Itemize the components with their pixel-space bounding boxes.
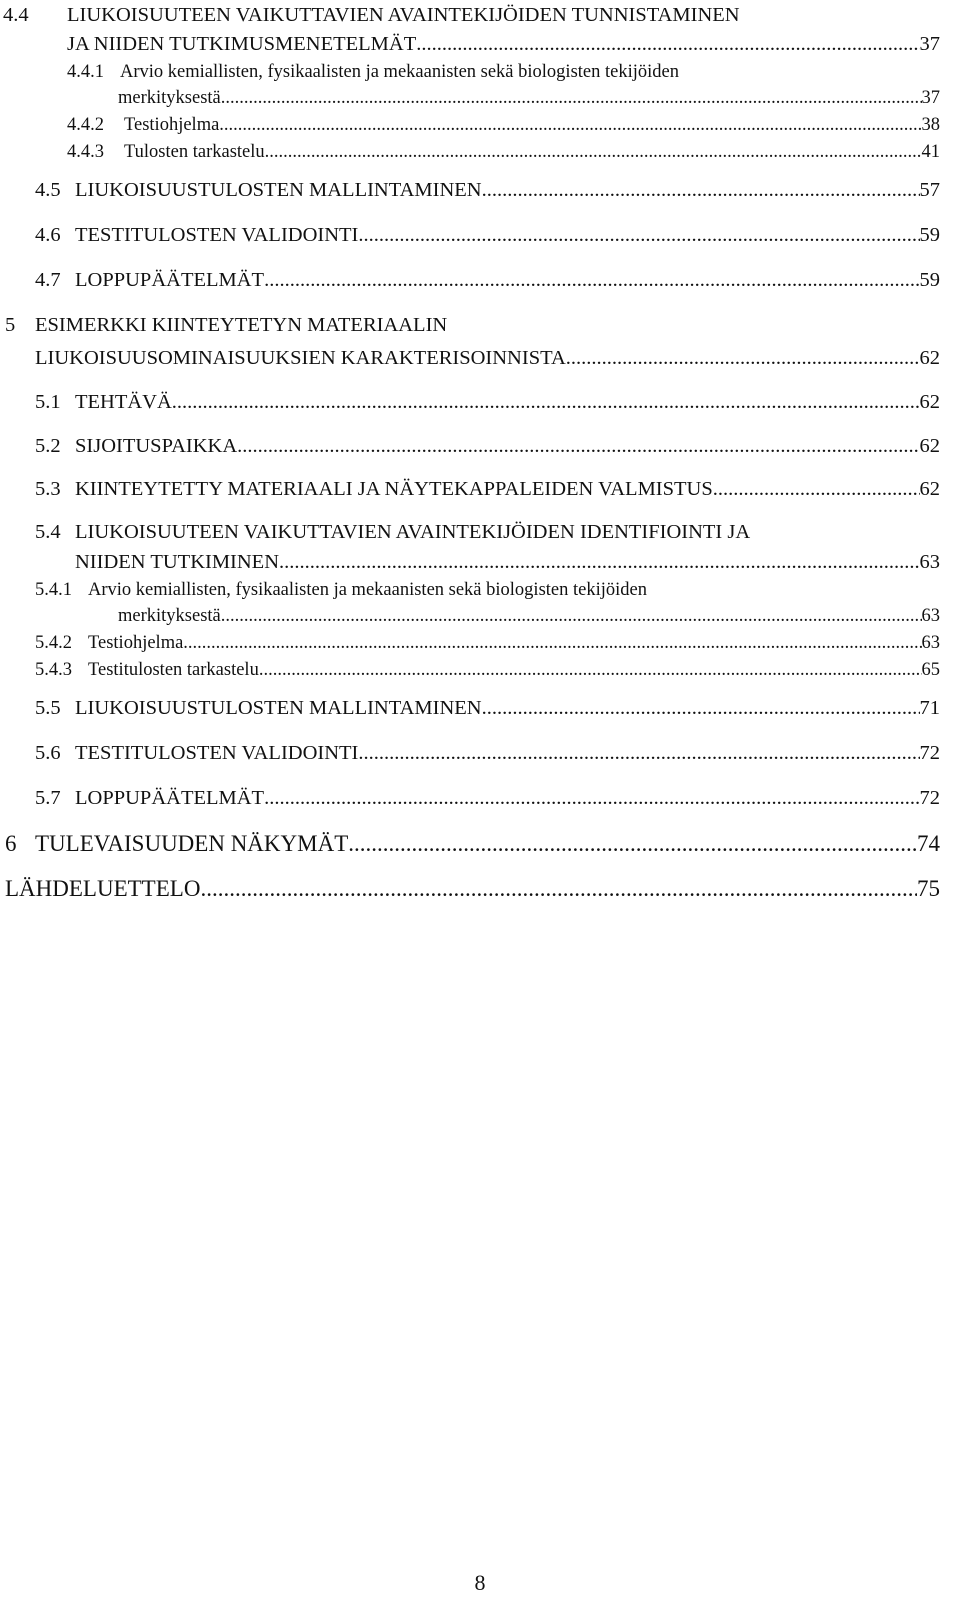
toc-leader <box>221 601 922 631</box>
toc-title: Tulosten tarkastelu <box>124 142 265 162</box>
toc-title: KIINTEYTETTY MATERIAALI JA NÄYTEKAPPALEIDEN VALMISTUS <box>75 478 713 500</box>
toc-leader <box>172 387 920 417</box>
toc-number: 4.5 <box>35 179 61 201</box>
toc-leader <box>713 474 920 504</box>
toc-page: 59 <box>919 224 940 246</box>
toc-page: 75 <box>917 876 940 901</box>
toc-leader <box>265 137 922 167</box>
toc-title-line1: LIUKOISUUTEEN VAIKUTTAVIEN AVAINTEKIJÖIDEN IDENTIFIOINTI JA <box>75 521 751 543</box>
toc-title: TESTITULOSTEN VALIDOINTI <box>75 742 359 764</box>
toc-page: 37 <box>919 33 940 55</box>
toc-page: 74 <box>917 831 940 856</box>
toc-leader <box>259 655 922 685</box>
toc-number: 5.1 <box>35 391 61 413</box>
toc-page: 72 <box>919 742 940 764</box>
toc-title: LOPPUPÄÄTELMÄT <box>75 269 265 291</box>
toc-title-line2: LIUKOISUUSOMINAISUUKSIEN KARAKTERISOINNISTA <box>35 347 566 369</box>
toc-title: Testitulosten tarkastelu <box>88 660 259 680</box>
toc-page: 59 <box>919 269 940 291</box>
toc-page: 62 <box>919 478 940 500</box>
toc-page: 63 <box>919 551 940 573</box>
toc-leader <box>237 431 919 461</box>
toc-page: 63 <box>921 633 940 653</box>
toc-title: LOPPUPÄÄTELMÄT <box>75 787 265 809</box>
toc-leader <box>358 738 919 768</box>
toc-title-line1: ESIMERKKI KIINTEYTETYN MATERIAALIN <box>35 314 448 336</box>
toc-number: 4.4 <box>3 4 29 26</box>
toc-number: 4.7 <box>35 269 61 291</box>
toc-leader <box>200 874 917 904</box>
toc-title: TEHTÄVÄ <box>75 391 172 413</box>
toc-page: 62 <box>919 347 940 369</box>
toc-leader <box>358 220 919 250</box>
toc-title: SIJOITUSPAIKKA <box>75 435 238 457</box>
toc-leader <box>482 175 920 205</box>
toc-number: 4.4.2 <box>67 115 104 135</box>
toc-number: 5.4.2 <box>35 633 72 653</box>
toc-leader <box>264 783 919 813</box>
toc-title: Testiohjelma <box>88 633 184 653</box>
toc-number: 5.7 <box>35 787 61 809</box>
toc-leader <box>482 693 920 723</box>
toc-number: 4.4.1 <box>67 62 104 82</box>
toc-page: 57 <box>919 179 940 201</box>
toc-page: 62 <box>919 435 940 457</box>
toc-number: 5.5 <box>35 697 61 719</box>
toc-page: 65 <box>921 660 940 680</box>
toc-number: 5.4.3 <box>35 660 72 680</box>
toc-title: LIUKOISUUSTULOSTEN MALLINTAMINEN <box>75 179 482 201</box>
toc-leader <box>348 829 917 859</box>
toc-number: 5.6 <box>35 742 61 764</box>
toc-leader <box>416 29 919 59</box>
toc-number: 5.3 <box>35 478 61 500</box>
toc-leader <box>566 343 920 373</box>
toc-title-line2: merkityksestä <box>118 88 221 108</box>
toc-number: 6 <box>5 831 17 856</box>
toc-page: 63 <box>921 606 940 626</box>
toc-title: LIUKOISUUSTULOSTEN MALLINTAMINEN <box>75 697 482 719</box>
toc-title-line1: LIUKOISUUTEEN VAIKUTTAVIEN AVAINTEKIJÖIDEN TUNNISTAMINEN <box>67 4 740 26</box>
toc-page: 71 <box>919 697 940 719</box>
toc-number: 5.4 <box>35 521 61 543</box>
toc-page: 37 <box>921 88 940 108</box>
toc-number: 5 <box>5 314 16 336</box>
toc-title-line2: JA NIIDEN TUTKIMUSMENETELMÄT <box>67 33 417 55</box>
toc-title-line2: merkityksestä <box>118 606 221 626</box>
toc-title: TULEVAISUUDEN NÄKYMÄT <box>35 831 349 856</box>
toc-page: 62 <box>919 391 940 413</box>
toc-page: 38 <box>921 115 940 135</box>
toc-leader <box>183 628 921 658</box>
toc-leader <box>219 110 921 140</box>
toc-page: 72 <box>919 787 940 809</box>
toc-title: LÄHDELUETTELO <box>5 876 201 901</box>
toc-leader <box>221 83 922 113</box>
toc-leader <box>264 265 919 295</box>
toc-title-line1: Arvio kemiallisten, fysikaalisten ja mekaanisten sekä biologisten tekijöiden <box>120 62 679 82</box>
toc-title: TESTITULOSTEN VALIDOINTI <box>75 224 359 246</box>
toc-page: 41 <box>921 142 940 162</box>
toc-title-line1: Arvio kemiallisten, fysikaalisten ja mekaanisten sekä biologisten tekijöiden <box>88 580 647 600</box>
toc-number: 4.4.3 <box>67 142 104 162</box>
toc-leader <box>279 547 919 577</box>
page-number: 8 <box>474 1570 486 1595</box>
toc-number: 5.2 <box>35 435 61 457</box>
toc-title: Testiohjelma <box>124 115 220 135</box>
toc-number: 5.4.1 <box>35 580 72 600</box>
toc-number: 4.6 <box>35 224 61 246</box>
toc-title-line2: NIIDEN TUTKIMINEN <box>75 551 280 573</box>
